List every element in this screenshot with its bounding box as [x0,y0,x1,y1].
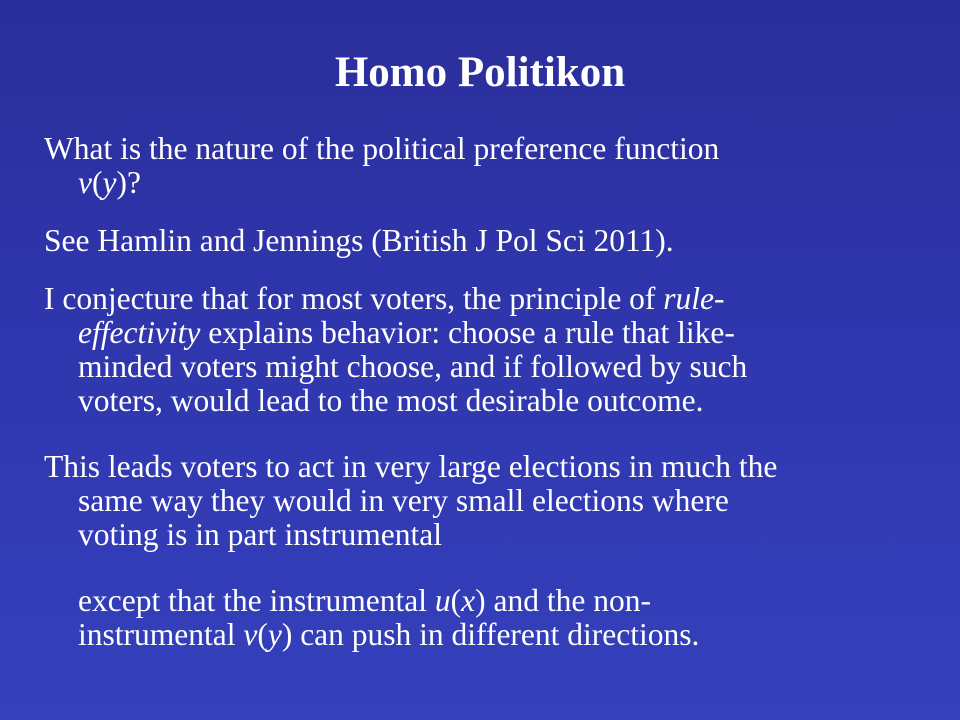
paragraph-line [78,584,958,618]
paragraph-line: This leads voters to act in very large elections in much the [44,449,778,484]
paragraph-line: voting is in part instrumental [78,517,442,552]
paragraph-line: What is the nature of the political preference function [44,131,720,166]
math-y: y [267,617,282,652]
paragraph-line [78,618,958,652]
math-v: v [78,165,92,200]
text-run: explains behavior: choose a rule that like- [200,315,735,350]
paragraph-line: same way they would in very small elections where [78,483,729,518]
paragraph-instrumental-exception [78,584,958,652]
paragraph-line [44,166,924,200]
math-close: )? [116,165,141,200]
math-paren: ( [257,617,268,652]
paragraph-line [44,316,924,350]
paragraph-line: minded voters might choose, and if followed by such [78,349,748,384]
text-run: instrumental [78,617,244,652]
math-paren: ( [91,165,103,200]
math-x: x [461,583,476,618]
math-u: u [434,583,451,618]
slide-title: Homo Politikon [334,49,626,96]
math-paren: ( [450,583,462,618]
paragraph-reference [44,224,924,258]
paragraph-preference-function [44,132,924,200]
text-run: I conjecture that for most voters, the principle of [44,281,664,316]
paragraph-conjecture [44,282,924,418]
paragraph-line [44,282,924,316]
text-run: ) can push in different directions. [281,617,700,652]
paragraph-large-elections [44,450,924,552]
math-v: v [243,617,258,652]
paragraph-line: See Hamlin and Jennings (British J Pol Sci 2011). [44,223,674,258]
paragraph-line: voters, would lead to the most desirable outcome. [78,383,704,418]
emphasis-text: rule- [663,281,725,316]
emphasis-text: effectivity [78,315,201,350]
text-run: ) and the non- [475,583,651,618]
text-run: except that the instrumental [78,583,435,618]
math-y: y [102,165,117,200]
